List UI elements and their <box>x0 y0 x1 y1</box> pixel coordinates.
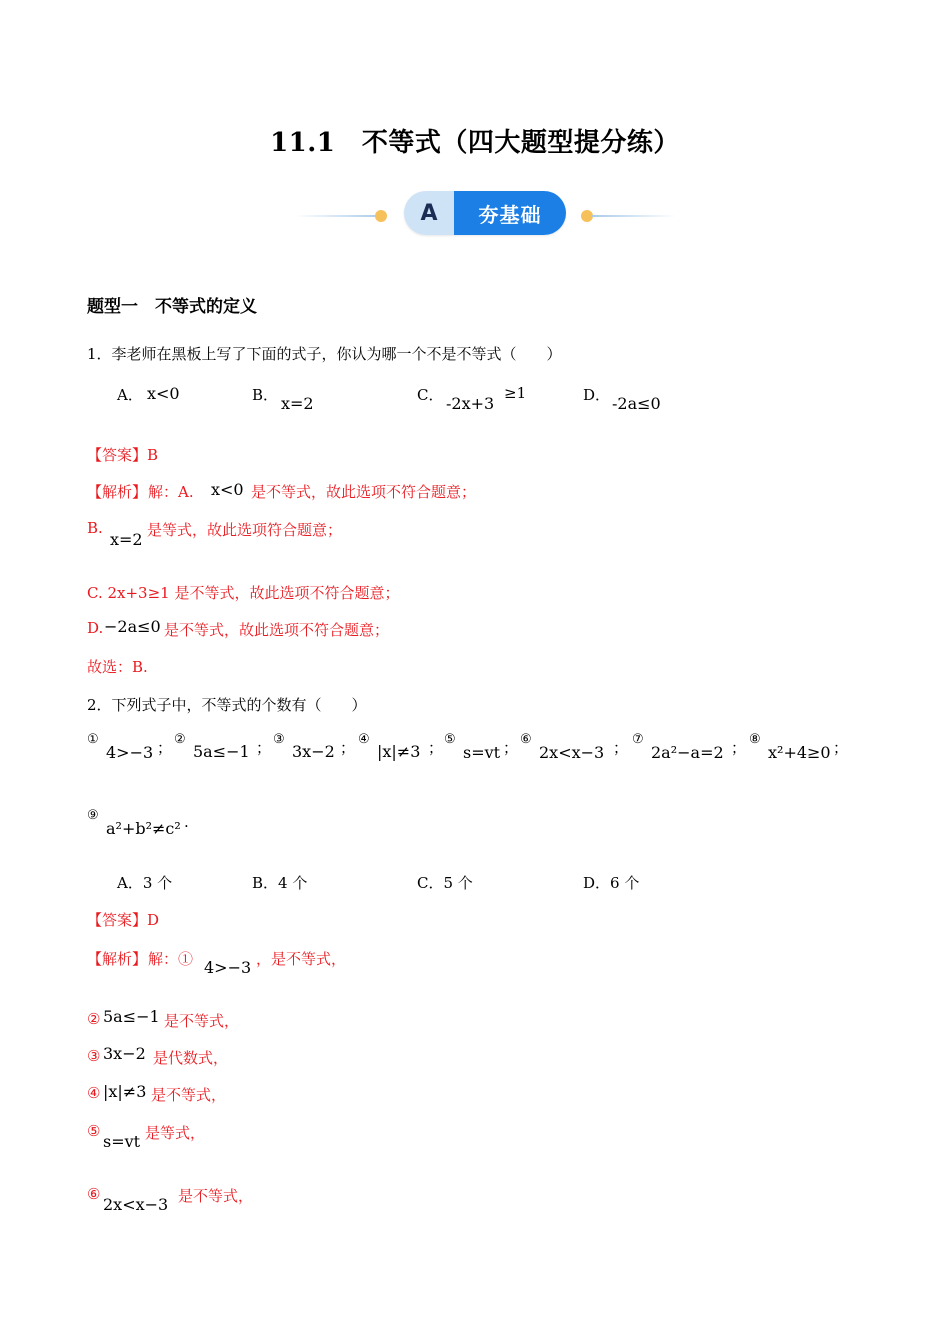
q1-answer: 【答案】B <box>87 446 159 464</box>
q2-explanation-intro: 解：① <box>148 950 194 968</box>
q2-exp-2-num: ② <box>87 1010 101 1028</box>
q2-item-3-expr: 3x−2 <box>292 742 335 761</box>
q2-exp-5-num: ⑤ <box>87 1122 101 1140</box>
q1-option-c-tail: ≥1 <box>504 384 527 402</box>
q1-exp-c: C. 2x+3≥1 是不等式，故此选项不符合题意； <box>87 584 400 602</box>
q1-explanation-tag: 【解析】 <box>87 483 148 501</box>
q2-item-3-num: ③ <box>273 732 285 747</box>
question-2-stem: 2．下列式子中，不等式的个数有（ ） <box>87 696 367 714</box>
page-title: 11.1 不等式（四大题型提分练） <box>270 128 680 158</box>
q2-item-1-expr: 4>−3 <box>106 743 154 762</box>
q1-exp-d-label: D. <box>87 619 104 637</box>
q2-item-4-expr: |x|≠3 <box>377 742 421 761</box>
banner-letter: A <box>404 191 454 235</box>
q1-exp-a-math: x<0 <box>211 480 244 499</box>
q2-item-8-num: ⑧ <box>749 732 761 747</box>
q1-explanation-intro: 解：A. <box>148 483 194 501</box>
q2-exp-4-num: ④ <box>87 1084 101 1102</box>
q2-item-8-expr: x²+4≥0 <box>768 743 831 762</box>
q2-item-6-num: ⑥ <box>520 732 532 747</box>
q2-item-9-num: ⑨ <box>87 808 99 823</box>
q2-sep-3: ； <box>340 739 356 757</box>
q2-option-d: D．6 个 <box>583 874 640 892</box>
q1-exp-b-text: 是等式，故此选项符合题意； <box>147 521 343 539</box>
q1-option-a-math: x<0 <box>147 384 180 403</box>
q1-option-c-label: C． <box>417 386 444 404</box>
q2-exp-1-expr: 4>−3 <box>204 958 252 977</box>
q2-exp-1-text: ，是不等式， <box>256 950 347 968</box>
q1-option-a-label: A． <box>117 386 143 404</box>
q2-answer: 【答案】D <box>87 911 160 929</box>
q2-item-5-expr: s=vt <box>463 743 501 762</box>
q2-exp-4-text: 是不等式， <box>151 1086 227 1104</box>
section-banner <box>296 189 676 239</box>
q2-exp-4-expr: |x|≠3 <box>103 1082 147 1101</box>
q1-exp-b-label: B. <box>87 519 103 537</box>
q2-option-b: B．4 个 <box>252 874 308 892</box>
q1-exp-a-text: 是不等式，故此选项不符合题意； <box>251 483 477 501</box>
q2-exp-2-expr: 5a≤−1 <box>103 1007 160 1026</box>
q1-exp-b-math: x=2 <box>110 530 143 549</box>
q1-option-d-math: -2a≤0 <box>612 394 661 413</box>
q2-exp-3-num: ③ <box>87 1047 101 1065</box>
banner-right-line <box>592 215 676 217</box>
q1-option-c-math: -2x+3 <box>446 394 495 413</box>
q2-sep-4: ； <box>428 739 444 757</box>
q1-conclusion: 故选：B. <box>87 658 148 676</box>
q2-sep-1: ； <box>157 739 173 757</box>
q2-exp-6-text: 是不等式， <box>178 1187 254 1205</box>
q2-item-5-num: ⑤ <box>444 732 456 747</box>
q2-item-2-num: ② <box>174 732 186 747</box>
q2-sep-7: ； <box>731 739 747 757</box>
q1-exp-d-math: −2a≤0 <box>104 617 161 636</box>
q2-exp-3-text: 是代数式， <box>153 1049 229 1067</box>
question-1-stem: 1．李老师在黑板上写了下面的式子，你认为哪一个不是不等式（ ） <box>87 345 562 363</box>
q2-item-6-expr: 2x<x−3 <box>539 743 605 762</box>
q2-item-7-num: ⑦ <box>632 732 644 747</box>
q2-item-4-num: ④ <box>358 732 370 747</box>
q1-option-d-label: D． <box>583 386 611 404</box>
q2-exp-2-text: 是不等式， <box>164 1012 240 1030</box>
q2-item-9-end: . <box>184 813 189 831</box>
q2-item-2-expr: 5a≤−1 <box>193 742 250 761</box>
banner-label: 夯基础 <box>454 191 566 235</box>
q2-item-1-num: ① <box>87 732 99 747</box>
q2-sep-6: ； <box>613 739 629 757</box>
q2-explanation-tag: 【解析】 <box>87 950 148 968</box>
q2-sep-5: ； <box>503 739 519 757</box>
section-heading: 题型一 不等式的定义 <box>87 297 257 317</box>
q2-item-7-expr: 2a²−a=2 <box>651 743 724 762</box>
q2-exp-5-expr: s=vt <box>103 1132 141 1151</box>
banner-left-dot <box>375 210 387 222</box>
banner-left-line <box>296 215 380 217</box>
q2-option-a: A．3 个 <box>117 874 173 892</box>
q2-option-c: C．5 个 <box>417 874 473 892</box>
q2-exp-3-expr: 3x−2 <box>103 1044 146 1063</box>
q2-exp-6-num: ⑥ <box>87 1185 101 1203</box>
q2-sep-8: ； <box>833 739 849 757</box>
q1-exp-d-text: 是不等式，故此选项不符合题意； <box>164 621 390 639</box>
banner-pill <box>404 191 566 235</box>
q2-exp-6-expr: 2x<x−3 <box>103 1195 169 1214</box>
q2-exp-5-text: 是等式， <box>145 1124 206 1142</box>
q1-option-b-label: B． <box>252 386 279 404</box>
q1-option-b-math: x=2 <box>281 394 314 413</box>
q2-sep-2: ； <box>256 739 272 757</box>
q2-item-9-expr: a²+b²≠c² <box>106 819 181 838</box>
